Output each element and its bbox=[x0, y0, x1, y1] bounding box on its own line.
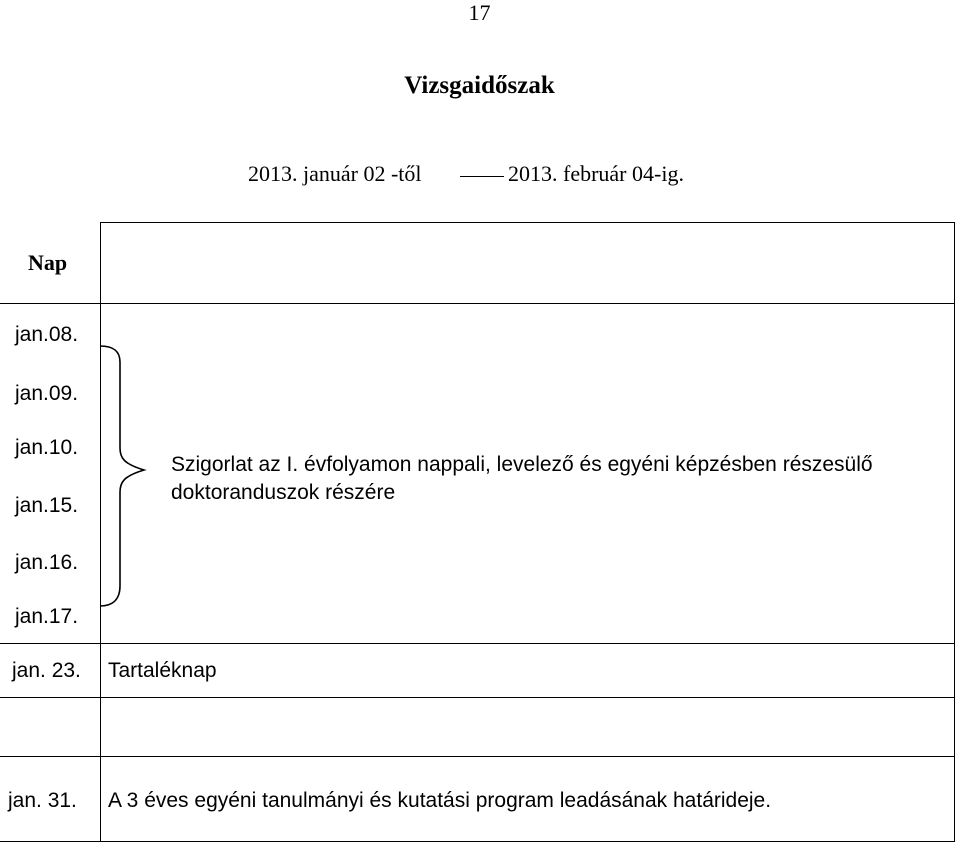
reserve-date: jan. 23. bbox=[12, 659, 81, 682]
exam-date: jan.08. bbox=[15, 323, 79, 346]
deadline-date: jan. 31. bbox=[8, 789, 77, 812]
exam-date: jan.09. bbox=[15, 382, 79, 405]
reserve-label: Tartaléknap bbox=[108, 659, 217, 682]
period-dash bbox=[460, 176, 504, 177]
table-row-divider bbox=[0, 697, 955, 698]
table-row-divider bbox=[0, 756, 955, 757]
table-border-bottom bbox=[0, 841, 955, 842]
exam-date: jan.17. bbox=[15, 605, 79, 628]
table-border-right bbox=[954, 222, 955, 842]
exam-date: jan.10. bbox=[15, 436, 79, 459]
exam-description-line2: doktoranduszok részére bbox=[171, 481, 396, 504]
page-title: Vizsgaidőszak bbox=[404, 72, 555, 99]
period-end: 2013. február 04-ig. bbox=[508, 161, 684, 186]
table-row-divider bbox=[0, 303, 955, 304]
table-border-top bbox=[101, 222, 955, 223]
exam-description-line1: Szigorlat az I. évfolyamon nappali, levelező és egyéni képzésben részesülő bbox=[171, 453, 873, 476]
table-row-divider bbox=[0, 643, 955, 644]
period-start: 2013. január 02 -től bbox=[248, 161, 422, 186]
exam-date: jan.16. bbox=[15, 551, 79, 574]
header-day: Nap bbox=[28, 250, 68, 275]
page-number: 17 bbox=[468, 0, 491, 25]
curly-brace-icon bbox=[100, 340, 160, 612]
deadline-label: A 3 éves egyéni tanulmányi és kutatási program leadásának határideje. bbox=[108, 789, 772, 812]
exam-date: jan.15. bbox=[15, 494, 79, 517]
